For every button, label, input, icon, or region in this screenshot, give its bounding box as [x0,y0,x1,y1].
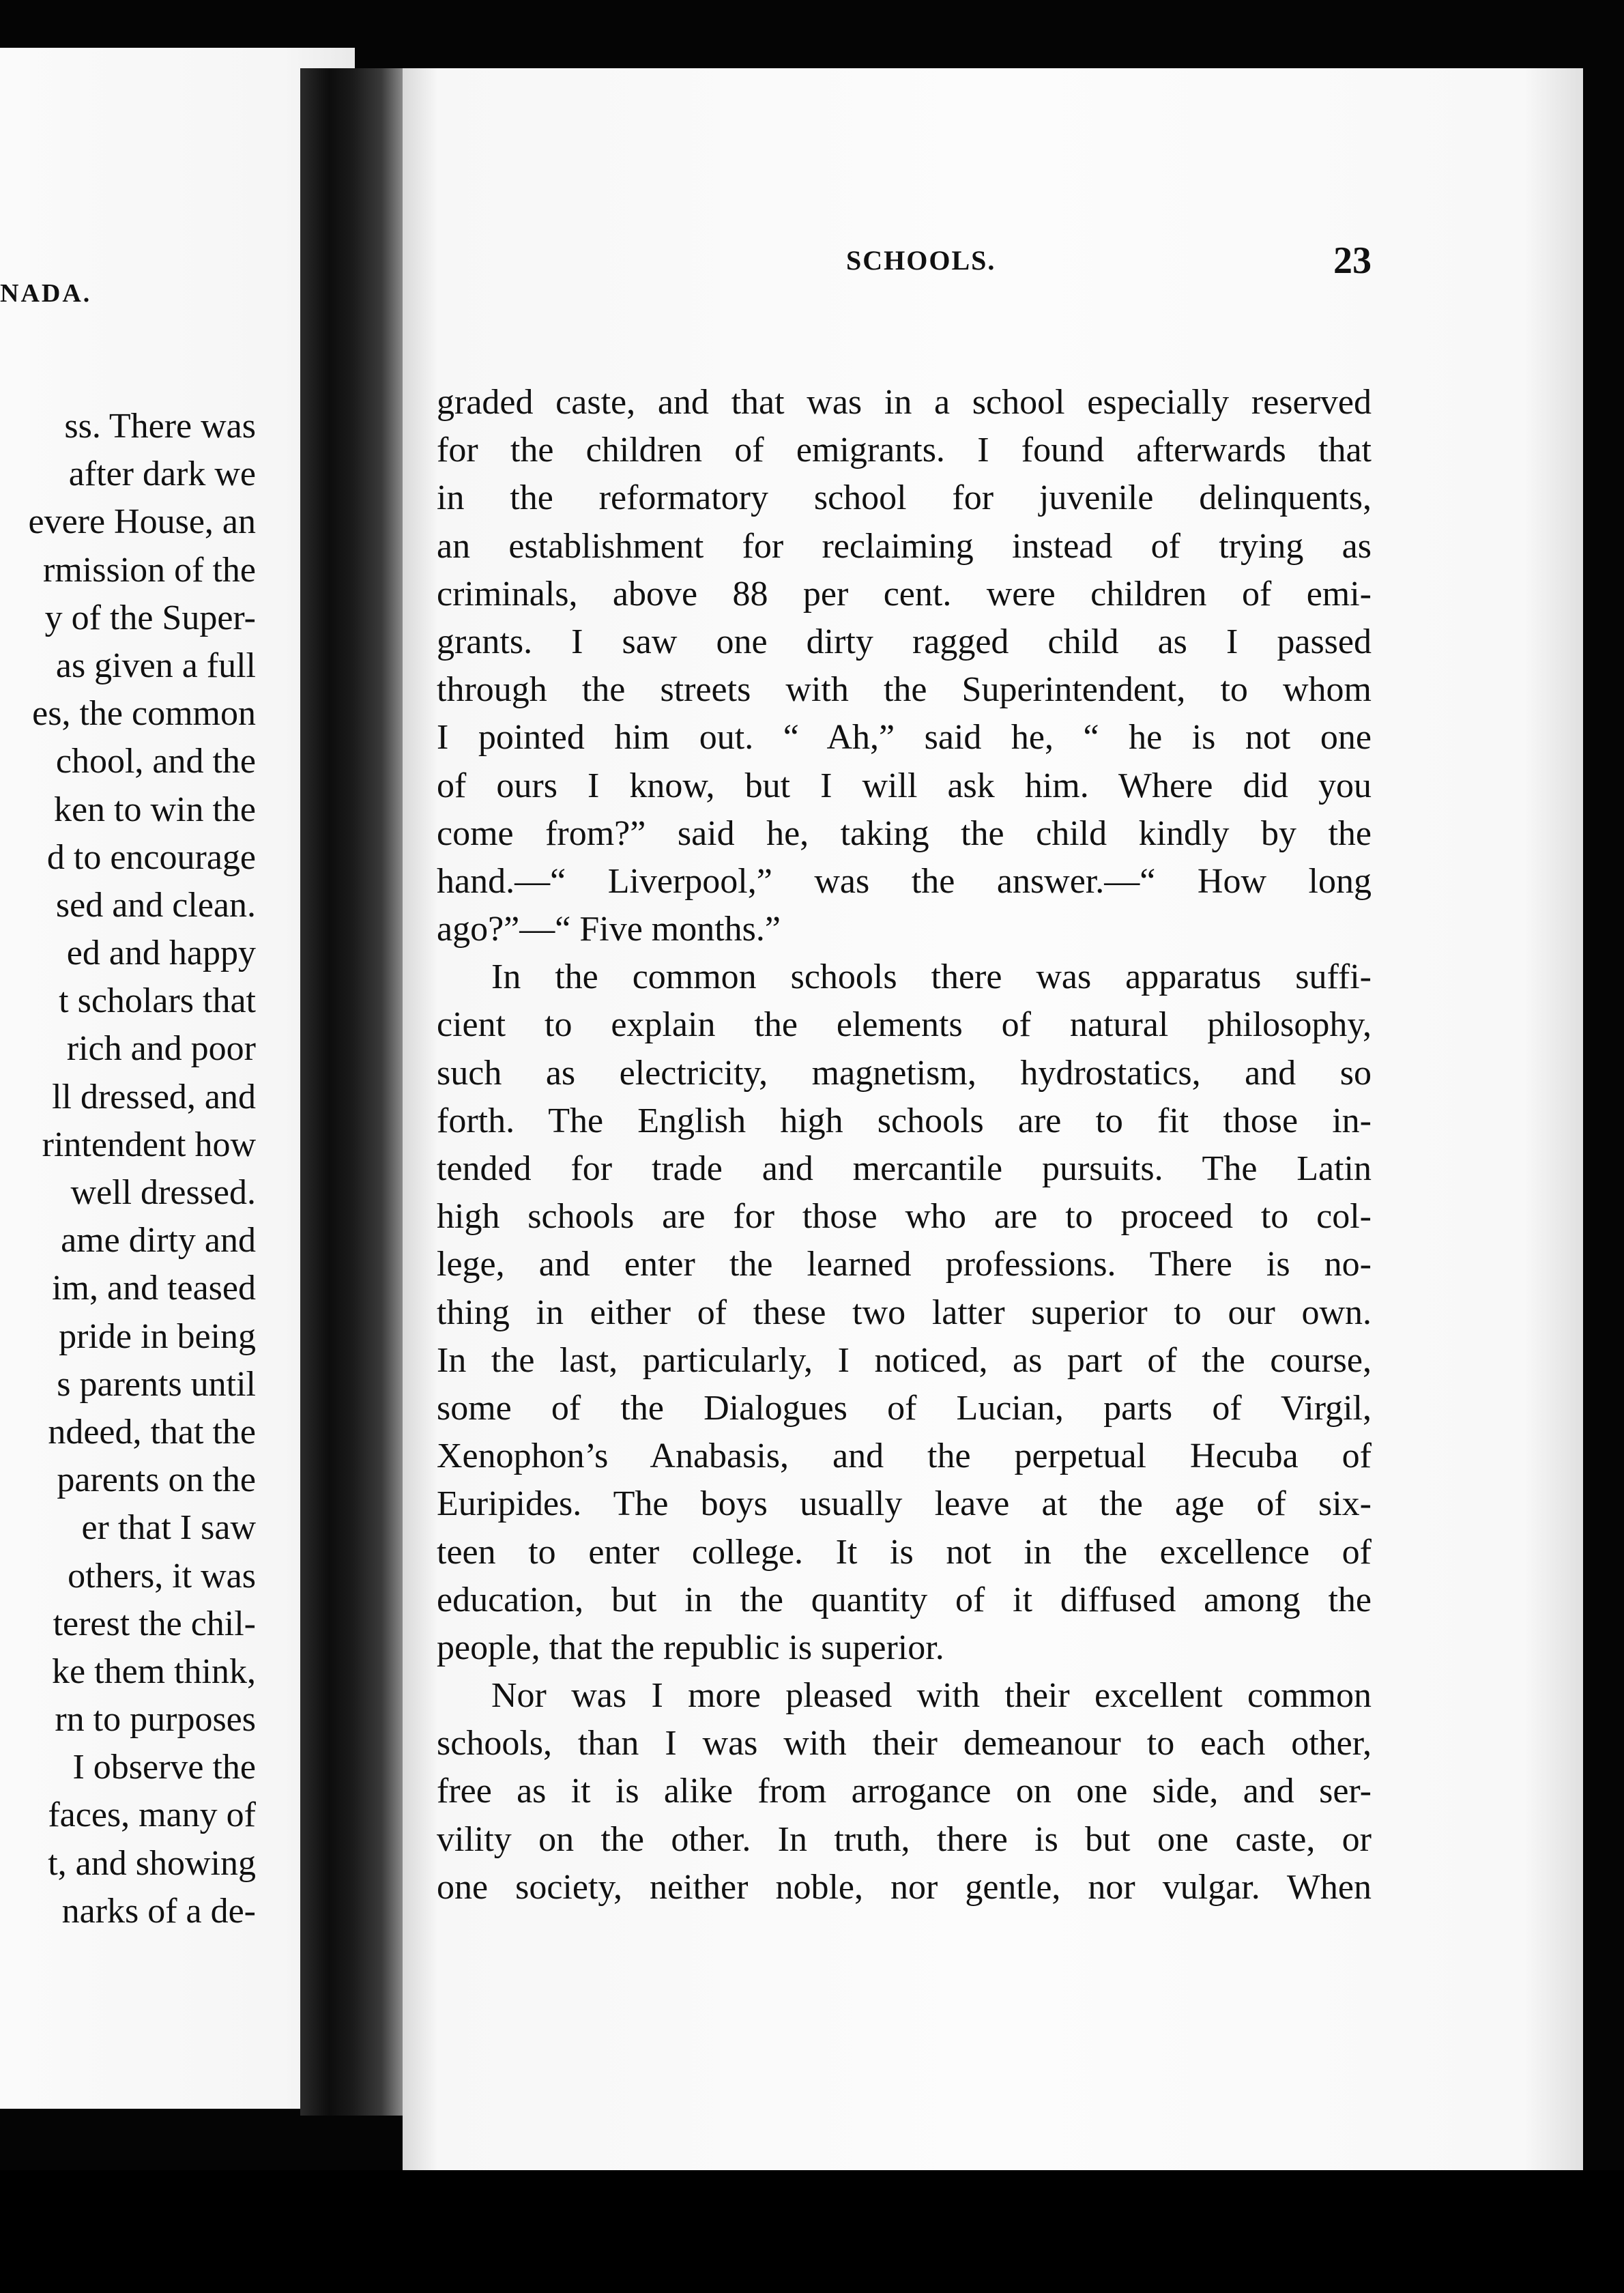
text-line: narks of a de- [61,1891,256,1931]
text-line: criminals, above 88 per cent. were children of emi- [437,574,1372,614]
paragraph-start-line: Nor was I more pleased with their excellent common [491,1676,1372,1716]
text-line: after dark we [68,455,256,494]
text-line: others, it was [68,1556,256,1596]
text-line: lege, and enter the learned professions. There is no- [437,1245,1372,1284]
text-line: ndeed, that the [48,1412,256,1452]
left-running-head: NADA. [0,279,92,308]
text-line: im, and teased [52,1269,256,1308]
text-line: ame dirty and [61,1221,256,1260]
text-line: rintendent how [42,1125,256,1164]
text-line: grants. I saw one dirty ragged child as I passed [437,622,1372,661]
text-line: Xenophon’s Anabasis, and the perpetual Hecuba of [437,1437,1372,1476]
text-line: rich and poor [66,1029,256,1069]
text-line: t scholars that [59,981,256,1021]
text-line: such as electricity, magnetism, hydrostatics, and so [437,1053,1372,1093]
text-line: teen to enter college. It is not in the excellence of [437,1532,1372,1572]
text-line: ed and happy [66,934,256,973]
text-line: d to encourage [46,837,256,877]
text-line: Euripides. The boys usually leave at the age of six- [437,1484,1372,1524]
text-line: through the streets with the Superintendent, to whom [437,670,1372,710]
text-line: an establishment for reclaiming instead of trying as [437,526,1372,566]
text-line: hand.—“ Liverpool,” was the answer.—“ How long [437,861,1372,901]
right-running-head [444,239,1372,287]
text-line: one society, neither noble, nor gentle, nor vulgar. When [437,1867,1372,1907]
text-line: rn to purposes [55,1700,256,1740]
text-line: rmission of the [43,550,256,590]
chapter-title: SCHOOLS. [846,245,996,276]
text-line: pride in being [59,1316,256,1356]
text-line: as given a full [55,646,256,685]
text-line: free as it is alike from arrogance on one side, and ser- [437,1772,1372,1811]
text-line: parents on the [57,1460,256,1500]
left-page-text [0,403,256,1935]
text-line: come from?” said he, taking the child kindly by the [437,813,1372,853]
text-line: y of the Super- [44,598,256,637]
text-line: people, that the republic is superior. [437,1628,944,1667]
text-line: sed and clean. [55,885,256,925]
paragraph-start-line: In the common schools there was apparatus suffi- [491,957,1372,997]
text-line: well dressed. [70,1173,256,1212]
text-line: s parents until [57,1364,256,1404]
text-line: ke them think, [52,1652,256,1691]
text-line: vility on the other. In truth, there is but one caste, or [437,1819,1372,1859]
text-line: for the children of emigrants. I found afterwards that [437,431,1372,470]
text-line: some of the Dialogues of Lucian, parts of Virgil, [437,1388,1372,1428]
scan-border [0,2170,1624,2293]
page-number: 23 [1333,240,1372,282]
text-line: terest the chil- [53,1604,256,1643]
text-line: high schools are for those who are to proceed to col- [437,1197,1372,1237]
text-line: t, and showing [48,1843,256,1883]
text-line: cient to explain the elements of natural philosophy, [437,1005,1372,1045]
text-line: in the reformatory school for juvenile delinquents, [437,478,1372,518]
text-line: evere House, an [28,502,256,542]
text-line: ken to win the [53,790,256,829]
text-line: ago?”—“ Five months.” [437,910,781,949]
text-line: er that I saw [81,1508,256,1548]
text-line: education, but in the quantity of it diffused among the [437,1580,1372,1619]
text-line: In the last, particularly, I noticed, as part of the course, [437,1340,1372,1380]
right-page-text [437,379,1372,1912]
text-line: ll dressed, and [52,1077,256,1116]
text-line: schools, than I was with their demeanour to each other, [437,1724,1372,1763]
text-line: of ours I know, but I will ask him. Where did you [437,766,1372,805]
text-line: faces, many of [48,1796,256,1835]
text-line: forth. The English high schools are to fit those in- [437,1101,1372,1140]
text-line: I pointed him out. “ Ah,” said he, “ he is not one [437,718,1372,758]
book-gutter-shadow [300,68,416,2116]
text-line: chool, and the [55,742,256,781]
text-line: graded caste, and that was in a school especially reserved [437,383,1372,422]
text-line: es, the common [32,694,256,734]
text-line: thing in either of these two latter superior to our own. [437,1293,1372,1332]
text-line: I observe the [72,1748,256,1787]
text-line: ss. There was [64,407,256,446]
text-line: tended for trade and mercantile pursuits. The Latin [437,1149,1372,1188]
